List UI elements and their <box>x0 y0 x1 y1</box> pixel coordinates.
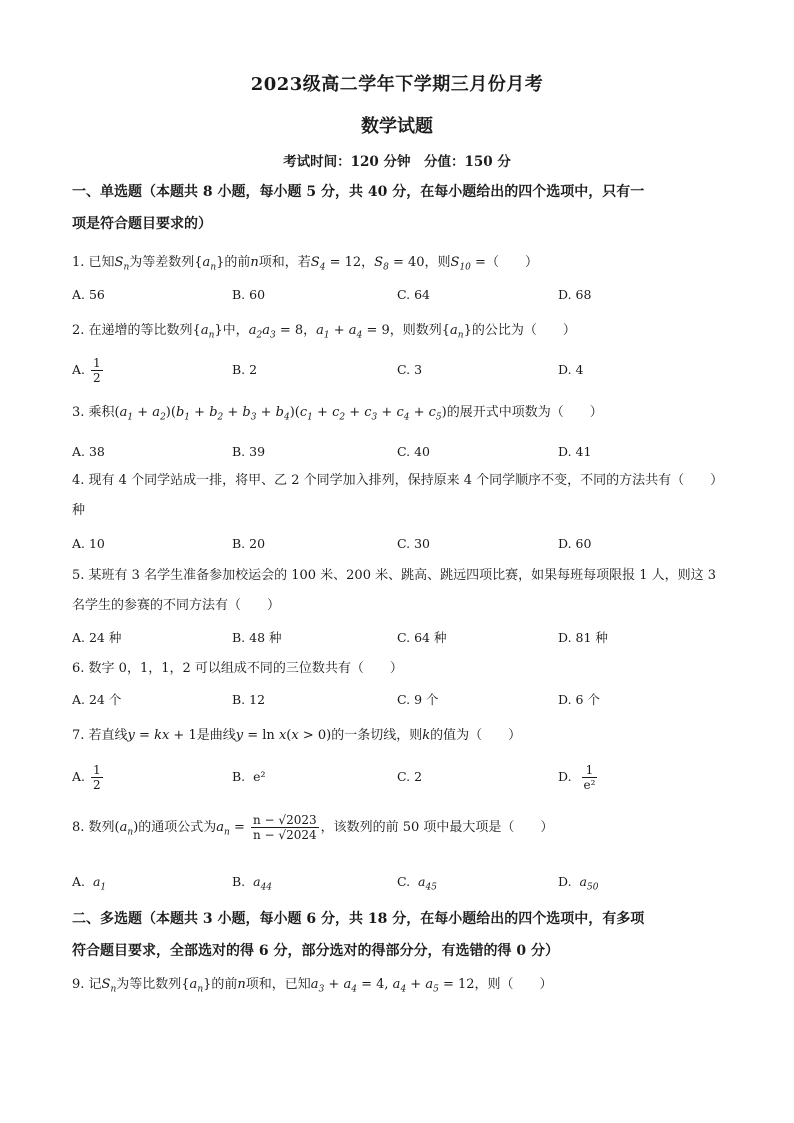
option-d: D. 41 <box>558 444 592 459</box>
option-c: C. $a_{45}$ <box>397 874 437 893</box>
question-5: 5. 某班有 3 名学生准备参加校运会的 100 米、200 米、跳高、跳远四项比赛，如果每班每项限报 1 人，则这 3 名学生的参赛的不同方法有（ ） <box>72 568 717 613</box>
question-1-options <box>72 280 732 310</box>
question-8-options <box>72 867 732 897</box>
question-1: 1. 已知$S_n$为等差数列$\{a_n\}$的前n项和，若$S_4 = 12$，$S_8 = 40$，则$S_{10}$ =（ ） <box>72 255 538 273</box>
option-d: D. $a_{50}$ <box>558 874 599 893</box>
question-4: 4. 现有 4 个同学站成一排，将甲、乙 2 个同学加入排列，保持原来 4 个同学顺序不变，不同的方法共有（ ）种 <box>72 473 724 518</box>
question-2-options <box>72 355 732 385</box>
option-a: A. $\frac{1}{2}$ <box>72 356 101 385</box>
question-7: 7. 若直线y = kx + 1是曲线y = ln x(x > 0)的一条切线，则k的值为（ ） <box>72 728 522 743</box>
exam-info: 考试时间：120 分钟 分值：150 分 <box>283 154 511 170</box>
question-8: 8. 数列$(a_n)$的通项公式为$a_n$ = $\frac{n - √2023}{n - √2024}$ ，该数列的前 50 项中最大项是（ ） <box>72 813 554 842</box>
option-a: A. 38 <box>72 444 105 459</box>
section1-heading: 一、单选题（本题共 8 小题，每小题 5 分，共 40 分，在每小题给出的四个选项中，只有一 项是符合题目要求的） <box>72 184 645 232</box>
option-b: B. 60 <box>232 287 266 302</box>
question-4-options <box>72 529 732 559</box>
option-a: A. 56 <box>72 287 105 302</box>
option-a: A. 10 <box>72 536 105 551</box>
question-6: 6. 数字 0，1，1，2 可以组成不同的三位数共有（ ） <box>72 661 403 676</box>
question-6-options <box>72 685 732 715</box>
question-7-options <box>72 762 732 792</box>
question-9: 9. 记$S_n$为等比数列$\{a_n\}$的前n项和，已知$a_3 + a_4 = 4$, $a_4 + a_5 = 12$，则（ ） <box>72 977 553 995</box>
option-a: A. 24 种 <box>72 630 122 645</box>
option-c: C. 64 种 <box>397 630 447 645</box>
option-d: D. 4 <box>558 362 584 377</box>
option-b: B. 48 种 <box>232 630 282 645</box>
option-a: A. $\frac{1}{2}$ <box>72 763 101 792</box>
question-5-options <box>72 623 732 653</box>
option-c: C. 30 <box>397 536 430 551</box>
option-c: C. 9 个 <box>397 692 439 707</box>
option-b: B. e² <box>232 769 266 784</box>
question-3-options <box>72 437 732 467</box>
option-b: B. 39 <box>232 444 266 459</box>
option-d: D. $\frac{1}{\text{e²}}$ <box>558 763 596 792</box>
option-c: C. 40 <box>397 444 430 459</box>
option-b: B. 12 <box>232 692 266 707</box>
question-3: 3. 乘积$(a_1 + a_2)(b_1 + b_2 + b_3 + b_4)(c_1 + c_2 + c_3 + c_4 + c_5)$的展开式中项数为（ ） <box>72 405 603 423</box>
option-d: D. 60 <box>558 536 592 551</box>
option-c: C. 3 <box>397 362 423 377</box>
option-c: C. 64 <box>397 287 430 302</box>
option-b: B. 2 <box>232 362 258 377</box>
option-d: D. 68 <box>558 287 592 302</box>
exam-title: 2023级高二学年下学期三月份月考 <box>250 74 544 95</box>
option-b: B. 20 <box>232 536 266 551</box>
option-a: A. 24 个 <box>72 692 122 707</box>
option-d: D. 81 种 <box>558 630 608 645</box>
option-a: A. $a_1$ <box>72 874 107 893</box>
option-d: D. 6 个 <box>558 692 600 707</box>
option-b: B. $a_{44}$ <box>232 874 273 893</box>
section2-heading: 二、多选题（本题共 3 小题，每小题 6 分，共 18 分，在每小题给出的四个选项中，有多项 符合题目要求，全部选对的得 6 分，部分选对的得部分分，有选错的得 0 分） <box>72 911 645 959</box>
question-2: 2. 在递增的等比数列$\{a_n\}$中，$a_2a_3 = 8$，$a_1 + a_4 = 9$，则数列$\{a_n\}$的公比为（ ） <box>72 323 576 341</box>
subject-title: 数学试题 <box>361 116 433 137</box>
option-c: C. 2 <box>397 769 423 784</box>
